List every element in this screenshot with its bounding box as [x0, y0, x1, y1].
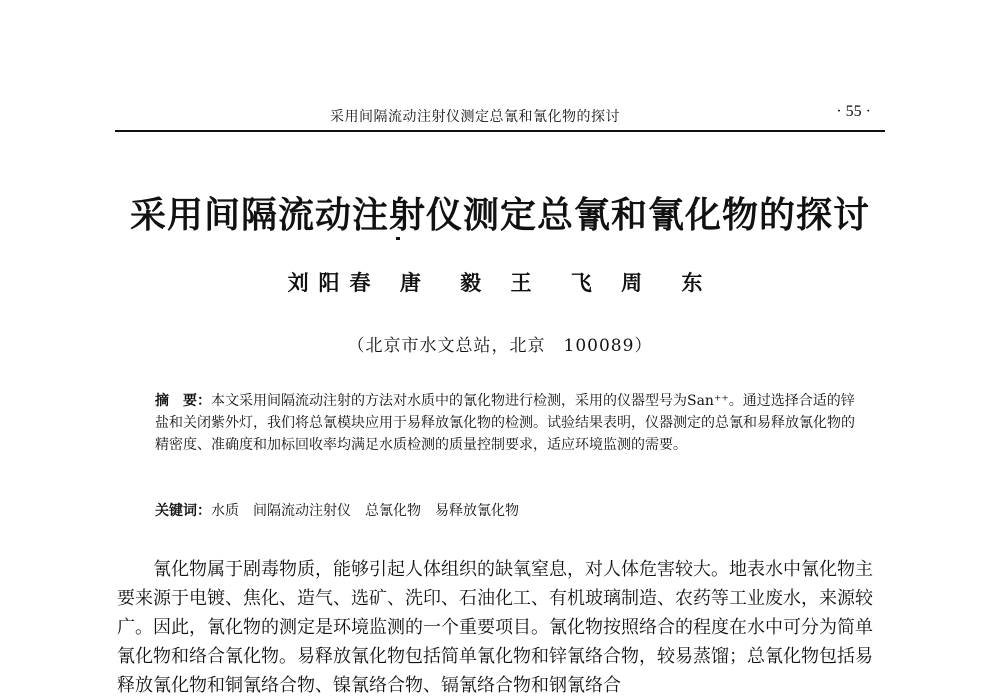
- keyword: 易释放氰化物: [435, 503, 519, 519]
- keyword: 水质: [211, 503, 239, 519]
- author-name: 周 东: [621, 270, 713, 295]
- title-footnote-mark: [396, 237, 400, 240]
- running-header: [115, 98, 885, 132]
- page-number: · 55 ·: [836, 103, 871, 120]
- keyword: 总氰化物: [365, 503, 421, 519]
- abstract: [155, 390, 855, 456]
- body-paragraph: 氰化物属于剧毒物质，能够引起人体组织的缺氧窒息，对人体危害较大。地表水中氰化物主要来源于电镀、焦化、造气、选矿、洗印、石油化工、有机玻璃制造、农药等工业废水，来源较广。因此，氰化物的测定是环境监测的一个重要项目。氰化物按照络合的程度在水中可分为简单氰化物和络合氰化物。易释放氰化物包括简单氰化物和锌氰络合物，较易蒸馏；总氰化物包括易释放氰化物和铜氰络合物、镍氰络合物、镉氰络合物和钢氰络合: [117, 559, 873, 696]
- abstract-text: 本文采用间隔流动注射的方法对水质中的氰化物进行检测，采用的仪器型号为San⁺⁺。通过选择合适的锌盐和关闭紫外灯，我们将总氰模块应用于易释放氰化物的检测。试验结果表明，仪器测定的总氰和易释放氰化物的精密度、准确度和加标回收率均满足水质检测的质量控制要求，适应环境监测的需要。: [155, 393, 855, 453]
- keywords-label: 关键词：: [155, 503, 211, 519]
- author-name: 唐 毅: [399, 270, 492, 295]
- running-title: 采用间隔流动注射仪测定总氰和氰化物的探讨: [330, 109, 620, 125]
- affiliation: （北京市水文总站，北京 100089）: [347, 336, 653, 356]
- abstract-label: 摘 要：: [155, 393, 211, 409]
- author-name: 刘阳春: [287, 270, 381, 295]
- keywords: [155, 500, 855, 522]
- author-list: [0, 267, 1000, 297]
- paper-title: 采用间隔流动注射仪测定总氰和氰化物的探讨: [129, 195, 870, 236]
- body-text: [117, 555, 885, 700]
- author-name: 王 飞: [510, 270, 602, 295]
- keyword: 间隔流动注射仪: [253, 503, 351, 519]
